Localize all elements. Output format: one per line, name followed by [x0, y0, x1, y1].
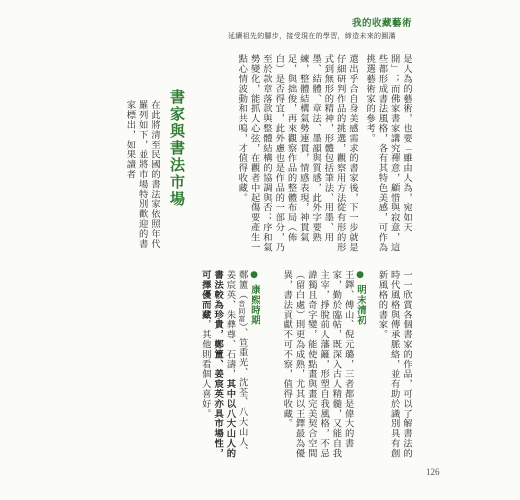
paragraph — [199, 270, 248, 460]
paragraph: 一一欣賞各個書家的作品，可以了解書法的時代風格與傳承脈絡，並有助於識別具有創新風格的書家。 — [376, 270, 412, 459]
text-column-top-middle — [198, 54, 358, 254]
text-column-top-right — [360, 54, 412, 254]
text-column-left — [118, 100, 160, 255]
running-header-subtitle: 延續祖先的腳步，接受現在的學習，締造未來的圓滿 — [228, 32, 396, 40]
bullet-title: 明末清初 — [355, 284, 366, 326]
annotation-note: 音同富 — [237, 299, 246, 323]
text-run: ，其他則看個人喜好。 — [199, 319, 211, 419]
paragraph: 王鐸、傅山、倪元璐，三者都是偉大的書家，勤於臨帖，既深入古人精髓，又能自我主宰，掙脫前人藩籬，形塑自我風格，不忌諱獨且奇字變，能使點畫與畫完美契合空間（留白處）則更為成熟，尤其以王鐸最為優異，書法貢獻不可不察，值得收藏。 — [281, 270, 354, 459]
text-run: 鄭簠（ — [236, 270, 248, 300]
bullet-title: 康熙時期 — [249, 284, 260, 326]
bullet-block-kangxi — [160, 270, 260, 460]
section-title: 書家與書法市場 — [168, 89, 186, 208]
bullet-dot-icon: ● — [355, 270, 365, 281]
paragraph: 在此將清至民國的書法家依照年代羅列如下，並將市場特別歡迎的書家標出，如果讀者 — [124, 100, 160, 249]
bullet-dot-icon: ● — [249, 270, 259, 281]
paragraph: 是人為的藝術，也要「雖由人為，宛如天開」；而佛家書家講究禪意，顧惜與寂意，這些都形成書法風格，各有其特色美感，可作為挑選藝術家的參考。 — [364, 54, 412, 252]
text-run: ）、笪重光、沈荃、八大山人、姜宸英、朱彝尊、石濤， — [224, 270, 248, 457]
paragraph: 還出乎合自身美感需求的書家後，下一步就是仔細研判作品的挑選，觀察用方法從有形的形式到無形的精神，形體包括筆法、用墨、用墨、結體、章法、墨韻與質感，此外字要熟練，整體結構氣勢連貫，情感表現，神貫氣足，與拙俊，再來觀察作品的整體布局（佈白）是否得宜，此外慮也是作品的一部分，乃至於款章落款與整體結構的協調與否；序和氣勢變化，能抓人心弦，在觀者中起傷要產生一點心情波動和共鳴，才值得收藏。 — [236, 54, 358, 252]
page-number: 126 — [426, 467, 440, 477]
running-header-title: 我的收藏藝術 — [352, 18, 413, 29]
emphasis-text: 其中以八大山人的書法較為珍貴，鄭簠、姜宸英亦具市場性，可擇優而藏 — [199, 270, 236, 459]
bullet-block-ming-qing — [266, 270, 366, 460]
text-column-bottom-right — [372, 270, 412, 460]
